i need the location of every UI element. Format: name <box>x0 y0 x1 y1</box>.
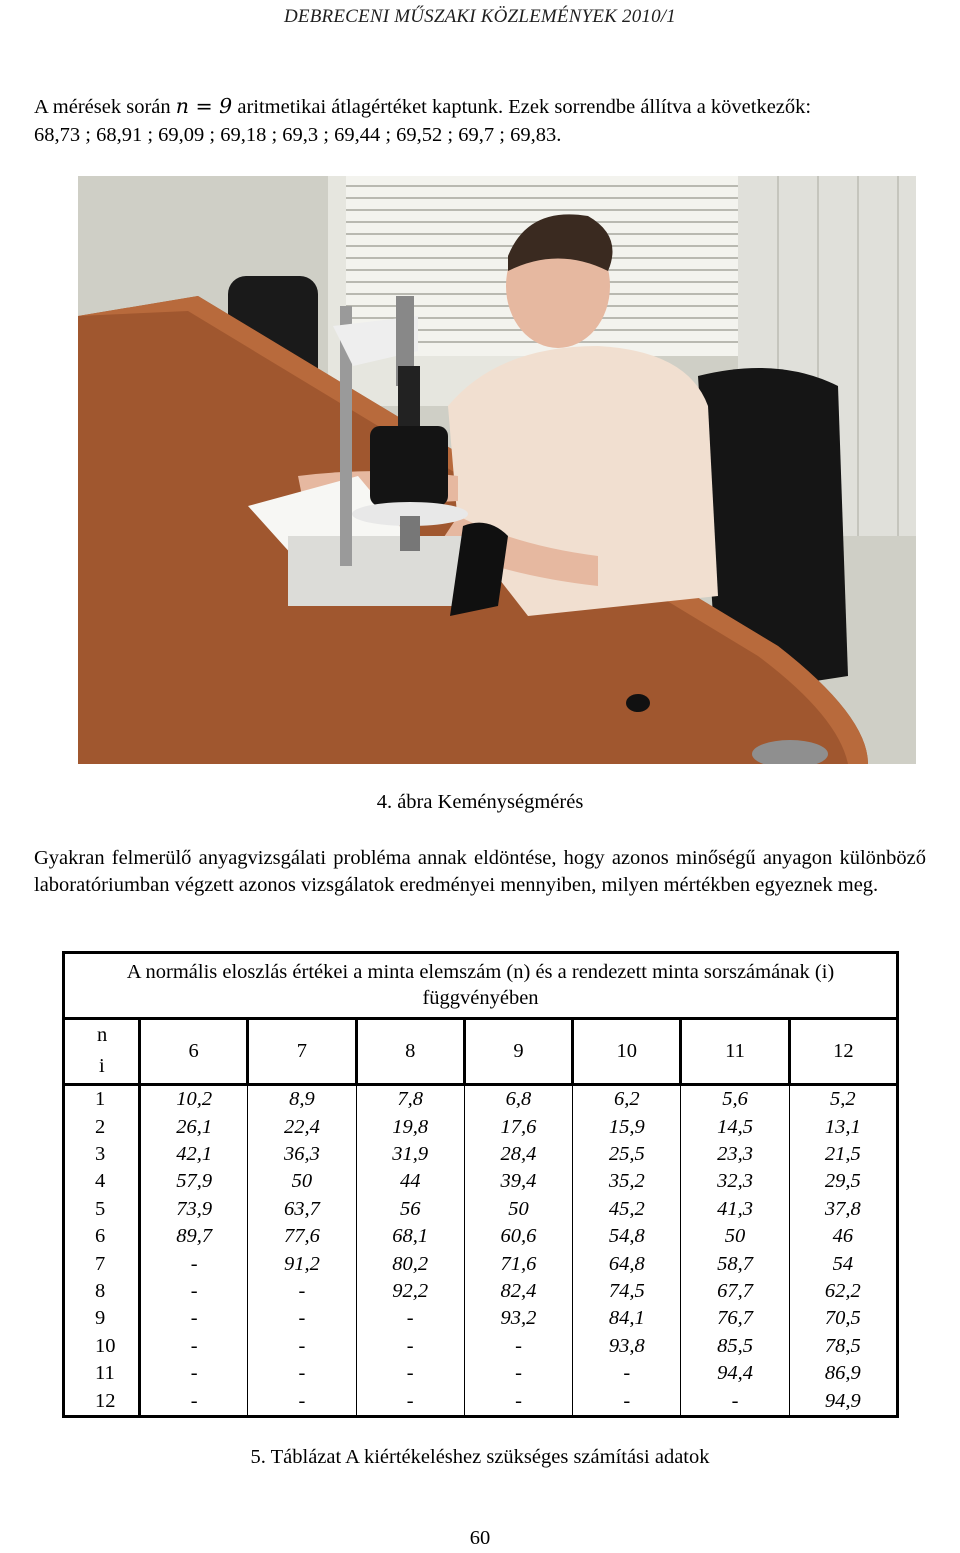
table-title: A normális eloszlás értékei a minta elemszám (n) és a rendezett minta sorszámának (i) függvényében <box>64 953 898 1019</box>
table-cell: 29,5 <box>789 1168 897 1195</box>
table-cell: 85,5 <box>681 1333 789 1360</box>
table-cell: 50 <box>248 1168 356 1195</box>
n-label: n <box>64 1018 140 1050</box>
table-cell: 58,7 <box>681 1250 789 1277</box>
table-cell: 5,2 <box>789 1084 897 1113</box>
table-cell: 94,9 <box>789 1387 897 1416</box>
row-index: 2 <box>64 1113 140 1140</box>
table-cell: 70,5 <box>789 1305 897 1332</box>
table-cell: 37,8 <box>789 1196 897 1223</box>
table-cell: - <box>248 1333 356 1360</box>
table-cell: 25,5 <box>573 1141 681 1168</box>
row-index: 11 <box>64 1360 140 1387</box>
table-cell: 86,9 <box>789 1360 897 1387</box>
table-cell: 17,6 <box>464 1113 572 1140</box>
table-cell: - <box>681 1387 789 1416</box>
table-cell: - <box>464 1333 572 1360</box>
row-index: 7 <box>64 1250 140 1277</box>
journal-header: DEBRECENI MŰSZAKI KÖZLEMÉNYEK 2010/1 <box>284 6 676 27</box>
col-header: 12 <box>789 1018 897 1084</box>
figure-caption: 4. ábra Keménységmérés <box>376 791 584 813</box>
col-header: 6 <box>140 1018 248 1084</box>
table-cell: 82,4 <box>464 1278 572 1305</box>
math-n-equals-9: n = 9 <box>175 94 233 118</box>
table-cell: - <box>464 1387 572 1416</box>
table-cell: 45,2 <box>573 1196 681 1223</box>
table-cell: 5,6 <box>681 1084 789 1113</box>
col-header: 10 <box>573 1018 681 1084</box>
row-index: 5 <box>64 1196 140 1223</box>
table-cell: 89,7 <box>140 1223 248 1250</box>
table-cell: 71,6 <box>464 1250 572 1277</box>
table-cell: - <box>573 1360 681 1387</box>
table-cell: 56 <box>356 1196 464 1223</box>
table-cell: 94,4 <box>681 1360 789 1387</box>
table-row <box>64 1223 898 1250</box>
table-cell: 36,3 <box>248 1141 356 1168</box>
table-cell: 78,5 <box>789 1333 897 1360</box>
table-cell: 57,9 <box>140 1168 248 1195</box>
table-row <box>64 1387 898 1416</box>
page-number: 60 <box>469 1527 491 1549</box>
table-row <box>64 1305 898 1332</box>
table-row <box>64 1250 898 1277</box>
row-index: 6 <box>64 1223 140 1250</box>
row-index: 9 <box>64 1305 140 1332</box>
table-cell: - <box>573 1387 681 1416</box>
table-cell: 32,3 <box>681 1168 789 1195</box>
row-index: 8 <box>64 1278 140 1305</box>
table-cell: - <box>140 1333 248 1360</box>
table-cell: 39,4 <box>464 1168 572 1195</box>
paragraph-measurements <box>34 92 934 149</box>
table-cell: 41,3 <box>681 1196 789 1223</box>
table-cell: 46 <box>789 1223 897 1250</box>
table-cell: 14,5 <box>681 1113 789 1140</box>
table-row <box>64 1278 898 1305</box>
table-cell: - <box>248 1360 356 1387</box>
table-cell: 63,7 <box>248 1196 356 1223</box>
paragraph-lab-comparison: Gyakran felmerülő anyagvizsgálati probléma annak eldöntése, hogy azonos minőségű anyagon különböző laboratóriumban végzett azonos vizsgálatok eredményei mennyiben, milyen mértékben egyeznek meg. <box>34 847 926 896</box>
row-index: 1 <box>64 1084 140 1113</box>
table-cell: 76,7 <box>681 1305 789 1332</box>
table-cell: 44 <box>356 1168 464 1195</box>
table-row <box>64 1333 898 1360</box>
table-cell: 21,5 <box>789 1141 897 1168</box>
table-row <box>64 1196 898 1223</box>
table-cell: 35,2 <box>573 1168 681 1195</box>
table-cell: - <box>356 1305 464 1332</box>
table-cell: 92,2 <box>356 1278 464 1305</box>
para1-prefix: A mérések során <box>34 96 176 118</box>
table-cell: 93,8 <box>573 1333 681 1360</box>
col-header: 9 <box>464 1018 572 1084</box>
table-cell: 10,2 <box>140 1084 248 1113</box>
table-cell: 28,4 <box>464 1141 572 1168</box>
table-cell: 74,5 <box>573 1278 681 1305</box>
table-cell: 77,6 <box>248 1223 356 1250</box>
table-row <box>64 1113 898 1140</box>
table-cell: 67,7 <box>681 1278 789 1305</box>
table-cell: 54,8 <box>573 1223 681 1250</box>
row-index: 3 <box>64 1141 140 1168</box>
table-cell: 62,2 <box>789 1278 897 1305</box>
table-cell: 31,9 <box>356 1141 464 1168</box>
table-cell: - <box>140 1360 248 1387</box>
table-cell: - <box>140 1305 248 1332</box>
table-caption: 5. Táblázat A kiértékeléshez szükséges számítási adatok <box>250 1446 710 1468</box>
table-row <box>64 1360 898 1387</box>
table-cell: - <box>248 1278 356 1305</box>
table-cell: 80,2 <box>356 1250 464 1277</box>
table-cell: 6,8 <box>464 1084 572 1113</box>
table-cell: 23,3 <box>681 1141 789 1168</box>
table-cell: 54 <box>789 1250 897 1277</box>
para1-values-line: 68,73 ; 68,91 ; 69,09 ; 69,18 ; 69,3 ; 69,44 ; 69,52 ; 69,7 ; 69,83. <box>34 124 562 146</box>
table-cell: 73,9 <box>140 1196 248 1223</box>
table-cell: 8,9 <box>248 1084 356 1113</box>
table-cell: - <box>248 1387 356 1416</box>
table-cell: 93,2 <box>464 1305 572 1332</box>
table-cell: 13,1 <box>789 1113 897 1140</box>
table-cell: 19,8 <box>356 1113 464 1140</box>
table-cell: 22,4 <box>248 1113 356 1140</box>
hardness-test-photo <box>78 176 916 764</box>
col-header: 7 <box>248 1018 356 1084</box>
table-cell: - <box>140 1278 248 1305</box>
col-header: 8 <box>356 1018 464 1084</box>
row-index: 12 <box>64 1387 140 1416</box>
table-cell: - <box>464 1360 572 1387</box>
table-cell: 64,8 <box>573 1250 681 1277</box>
table-row <box>64 1084 898 1113</box>
para1-suffix: aritmetikai átlagértéket kaptunk. Ezek sorrendbe állítva a következők: <box>232 96 812 118</box>
col-header: 11 <box>681 1018 789 1084</box>
table-cell: 84,1 <box>573 1305 681 1332</box>
table-cell: 50 <box>681 1223 789 1250</box>
table-cell: - <box>248 1305 356 1332</box>
table-cell: 68,1 <box>356 1223 464 1250</box>
row-index: 10 <box>64 1333 140 1360</box>
table-row <box>64 1168 898 1195</box>
table-cell: 42,1 <box>140 1141 248 1168</box>
table-cell: - <box>356 1387 464 1416</box>
table-cell: 91,2 <box>248 1250 356 1277</box>
table-cell: 15,9 <box>573 1113 681 1140</box>
normal-distribution-table <box>62 951 899 1418</box>
table-cell: 60,6 <box>464 1223 572 1250</box>
table-cell: - <box>356 1333 464 1360</box>
table-cell: - <box>356 1360 464 1387</box>
normal-distribution-table-wrap <box>62 951 899 1418</box>
table-cell: - <box>140 1250 248 1277</box>
table-cell: - <box>140 1387 248 1416</box>
table-cell: 50 <box>464 1196 572 1223</box>
table-cell: 26,1 <box>140 1113 248 1140</box>
i-label: i <box>64 1050 140 1084</box>
row-index: 4 <box>64 1168 140 1195</box>
table-cell: 7,8 <box>356 1084 464 1113</box>
table-row <box>64 1141 898 1168</box>
table-cell: 6,2 <box>573 1084 681 1113</box>
